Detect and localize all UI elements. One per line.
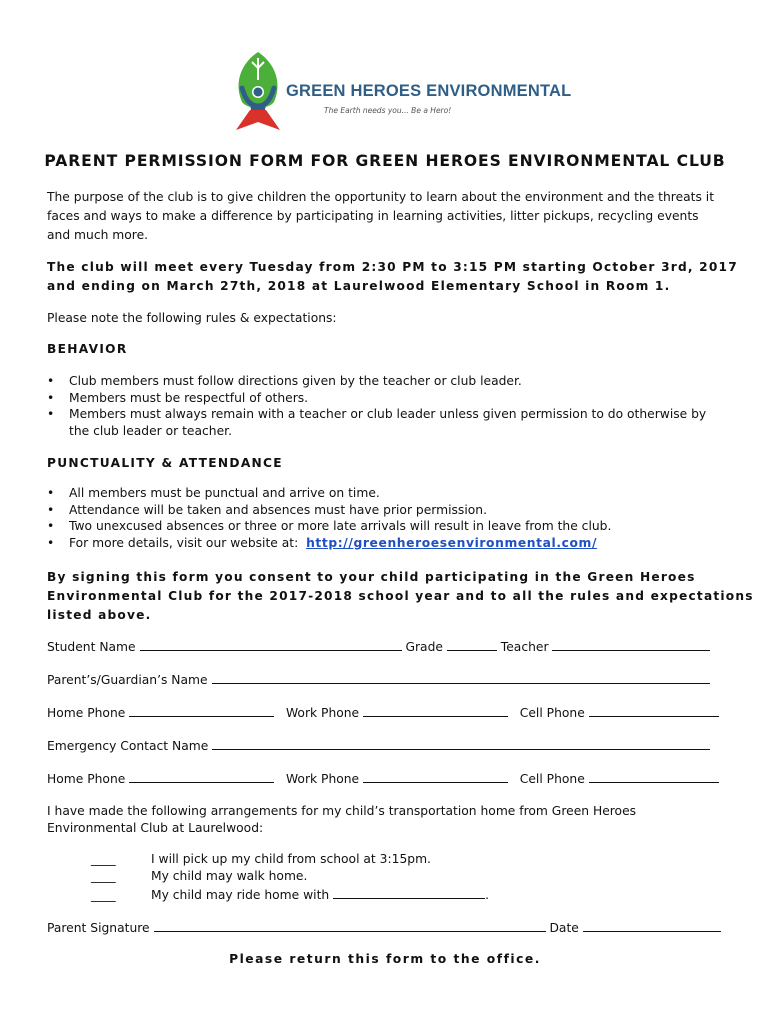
list-item: • Members must always remain with a teacher or club leader unless given permission to do otherwise by <box>47 407 707 421</box>
intro-line-3: and much more. <box>47 228 149 242</box>
punctuality-heading: PUNCTUALITY & ATTENDANCE <box>47 456 283 470</box>
transport-option-walk: ____ My child may walk home. <box>91 869 308 883</box>
phone-row-2 <box>47 770 719 786</box>
date-label: Date <box>549 921 579 935</box>
intro-line-2: faces and ways to make a difference by participating in learning activities, litter pickups, recycling events <box>47 209 699 223</box>
cell-phone-field[interactable] <box>589 770 719 783</box>
work-phone-label: Work Phone <box>285 706 360 720</box>
behavior-heading: BEHAVIOR <box>47 342 128 356</box>
transport-intro-2: Environmental Club at Laurelwood: <box>47 821 264 835</box>
guardian-name-field[interactable] <box>212 671 710 684</box>
guardian-name-label: Parent’s/Guardian’s Name <box>47 673 208 687</box>
rules-note: Please note the following rules & expectations: <box>47 311 337 325</box>
student-name-field[interactable] <box>140 638 402 651</box>
guardian-row <box>47 671 710 687</box>
consent-line-2: Environmental Club for the 2017-2018 school year and to all the rules and expectations <box>47 589 754 603</box>
list-item: • Members must be respectful of others. <box>47 390 309 405</box>
consent-line-3: listed above. <box>47 608 152 622</box>
student-name-label: Student Name <box>47 640 136 654</box>
consent-line-1: By signing this form you consent to your child participating in the Green Heroes <box>47 570 696 584</box>
list-item: • Club members must follow directions given by the teacher or club leader. <box>47 374 522 388</box>
cell-phone-field[interactable] <box>589 704 719 717</box>
signature-row <box>47 919 721 935</box>
transport-option-pickup: ____ I will pick up my child from school at 3:15pm. <box>91 852 431 866</box>
teacher-label: Teacher <box>500 640 549 654</box>
date-field[interactable] <box>583 919 721 932</box>
home-phone-field[interactable] <box>129 770 274 783</box>
list-item: • Two unexcused absences or three or more late arrivals will result in leave from the club. <box>47 519 612 533</box>
hero-leaf-logo-icon <box>228 50 288 134</box>
signature-field[interactable] <box>154 919 546 932</box>
list-item-continuation: the club leader or teacher. <box>69 423 232 438</box>
punctuality-list <box>47 485 611 551</box>
option-blank[interactable]: ____ <box>91 852 116 866</box>
work-phone-field[interactable] <box>363 704 508 717</box>
work-phone-label: Work Phone <box>285 772 360 786</box>
logo-brand-text: GREEN HEROES ENVIRONMENTAL <box>286 82 572 100</box>
phone-row-1 <box>47 704 719 720</box>
ride-with-field[interactable] <box>333 886 485 899</box>
transport-option-ride: ____ My child may ride home with . <box>91 888 490 902</box>
grade-field[interactable] <box>447 638 497 651</box>
work-phone-field[interactable] <box>363 770 508 783</box>
list-item: • Attendance will be taken and absences must have prior permission. <box>47 502 487 517</box>
logo-tagline: The Earth needs you... Be a Hero! <box>324 106 452 115</box>
option-blank[interactable]: ____ <box>91 869 116 883</box>
return-instruction: Please return this form to the office. <box>229 952 541 966</box>
student-info-row <box>47 638 710 654</box>
home-phone-field[interactable] <box>129 704 274 717</box>
list-item: • For more details, visit our website at: http://greenheroesenvironmental.com/ <box>47 535 598 550</box>
transport-intro-1: I have made the following arrangements for my child’s transportation home from Green Heroes <box>47 804 637 818</box>
emergency-contact-field[interactable] <box>212 737 710 750</box>
website-link[interactable]: http://greenheroesenvironmental.com/ <box>306 535 598 550</box>
green-heroes-logo <box>228 50 572 134</box>
home-phone-label: Home Phone <box>47 706 126 720</box>
home-phone-label: Home Phone <box>47 772 126 786</box>
signature-label: Parent Signature <box>47 921 150 935</box>
intro-line-1: The purpose of the club is to give children the opportunity to learn about the environment and the threats it <box>47 190 715 204</box>
list-item: • All members must be punctual and arrive on time. <box>47 486 380 500</box>
cell-phone-label: Cell Phone <box>519 772 585 786</box>
meeting-line-2: and ending on March 27th, 2018 at Laurelwood Elementary School in Room 1. <box>47 279 671 293</box>
emergency-contact-label: Emergency Contact Name <box>47 739 209 753</box>
grade-label: Grade <box>405 640 443 654</box>
teacher-field[interactable] <box>552 638 710 651</box>
meeting-line-1: The club will meet every Tuesday from 2:30 PM to 3:15 PM starting October 3rd, 2017 <box>47 260 738 274</box>
option-blank[interactable]: ____ <box>91 888 116 902</box>
emergency-row <box>47 737 710 753</box>
cell-phone-label: Cell Phone <box>519 706 585 720</box>
form-title: PARENT PERMISSION FORM FOR GREEN HEROES ENVIRONMENTAL CLUB <box>44 152 726 170</box>
behavior-list <box>47 373 706 439</box>
